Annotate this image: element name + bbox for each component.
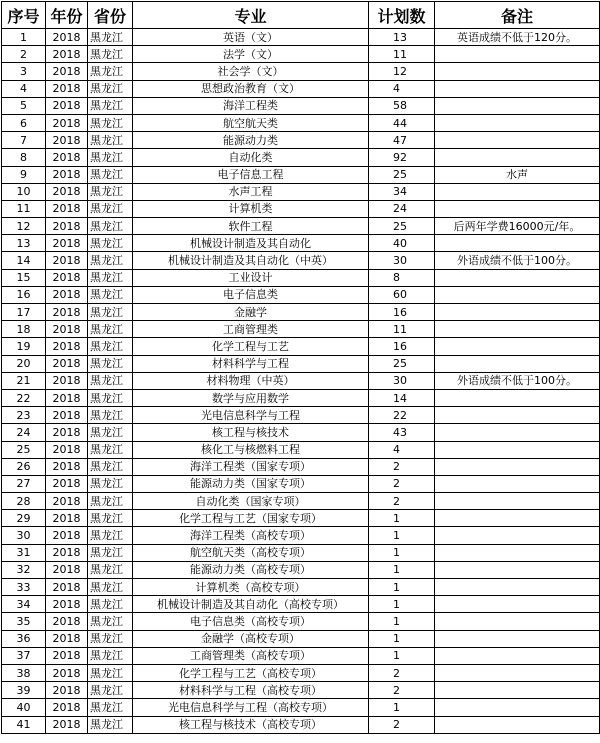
cell-remark [435,97,600,114]
cell-plan: 43 [369,424,435,441]
cell-year: 2018 [46,63,88,80]
cell-no: 40 [2,699,46,716]
cell-plan: 25 [369,166,435,183]
cell-remark: 英语成绩不低于120分。 [435,29,600,46]
cell-province: 黑龙江 [88,269,133,286]
cell-no: 9 [2,166,46,183]
cell-plan: 2 [369,458,435,475]
cell-plan: 14 [369,389,435,406]
cell-province: 黑龙江 [88,441,133,458]
table-row [2,407,600,424]
cell-major: 工业设计 [133,269,369,286]
table-row [2,389,600,406]
cell-no: 19 [2,338,46,355]
cell-remark [435,475,600,492]
cell-year: 2018 [46,664,88,681]
cell-year: 2018 [46,441,88,458]
cell-plan: 30 [369,252,435,269]
cell-year: 2018 [46,493,88,510]
cell-province: 黑龙江 [88,475,133,492]
table-row [2,664,600,681]
table-row [2,510,600,527]
cell-no: 22 [2,389,46,406]
cell-remark [435,46,600,63]
cell-year: 2018 [46,699,88,716]
cell-remark [435,389,600,406]
cell-plan: 2 [369,475,435,492]
cell-major: 能源动力类（高校专项） [133,561,369,578]
cell-major: 数学与应用数学 [133,389,369,406]
cell-year: 2018 [46,596,88,613]
header-no: 序号 [2,2,46,29]
cell-major: 工商管理类 [133,321,369,338]
cell-no: 12 [2,218,46,235]
cell-remark [435,493,600,510]
cell-remark: 后两年学费16000元/年。 [435,218,600,235]
cell-plan: 4 [369,80,435,97]
header-province: 省份 [88,2,133,29]
cell-year: 2018 [46,544,88,561]
cell-plan: 1 [369,613,435,630]
cell-plan: 30 [369,372,435,389]
cell-year: 2018 [46,716,88,733]
cell-no: 10 [2,183,46,200]
cell-no: 21 [2,372,46,389]
cell-plan: 24 [369,200,435,217]
cell-province: 黑龙江 [88,183,133,200]
cell-no: 2 [2,46,46,63]
cell-plan: 34 [369,183,435,200]
cell-no: 29 [2,510,46,527]
table-row [2,63,600,80]
cell-year: 2018 [46,200,88,217]
cell-major: 思想政治教育（文） [133,80,369,97]
table-row [2,527,600,544]
cell-plan: 44 [369,114,435,131]
cell-remark [435,510,600,527]
cell-no: 8 [2,149,46,166]
cell-province: 黑龙江 [88,493,133,510]
cell-plan: 1 [369,596,435,613]
cell-year: 2018 [46,235,88,252]
cell-major: 自动化类（国家专项） [133,493,369,510]
cell-province: 黑龙江 [88,29,133,46]
table-row [2,579,600,596]
table-row [2,544,600,561]
cell-remark [435,441,600,458]
cell-plan: 25 [369,355,435,372]
cell-province: 黑龙江 [88,682,133,699]
cell-no: 23 [2,407,46,424]
table-row [2,114,600,131]
cell-remark [435,304,600,321]
cell-no: 34 [2,596,46,613]
cell-province: 黑龙江 [88,149,133,166]
cell-major: 金融学 [133,304,369,321]
cell-major: 自动化类 [133,149,369,166]
cell-remark: 外语成绩不低于100分。 [435,372,600,389]
cell-major: 光电信息科学与工程（高校专项） [133,699,369,716]
cell-year: 2018 [46,372,88,389]
cell-no: 36 [2,630,46,647]
cell-remark [435,716,600,733]
cell-remark [435,544,600,561]
cell-remark [435,183,600,200]
cell-plan: 40 [369,235,435,252]
cell-plan: 25 [369,218,435,235]
table-row [2,252,600,269]
cell-plan: 11 [369,321,435,338]
cell-province: 黑龙江 [88,321,133,338]
enrollment-plan-table [1,1,600,734]
cell-year: 2018 [46,613,88,630]
table-row [2,235,600,252]
cell-year: 2018 [46,682,88,699]
cell-plan: 60 [369,286,435,303]
cell-year: 2018 [46,269,88,286]
cell-province: 黑龙江 [88,304,133,321]
cell-no: 5 [2,97,46,114]
cell-year: 2018 [46,475,88,492]
header-row [2,2,600,29]
cell-plan: 58 [369,97,435,114]
table-row [2,647,600,664]
cell-major: 电子信息类 [133,286,369,303]
table-row [2,596,600,613]
cell-province: 黑龙江 [88,647,133,664]
table-row [2,29,600,46]
cell-year: 2018 [46,218,88,235]
cell-province: 黑龙江 [88,252,133,269]
cell-year: 2018 [46,424,88,441]
cell-no: 30 [2,527,46,544]
cell-province: 黑龙江 [88,372,133,389]
table-row [2,475,600,492]
cell-remark [435,235,600,252]
cell-no: 17 [2,304,46,321]
header-year: 年份 [46,2,88,29]
cell-plan: 92 [369,149,435,166]
cell-year: 2018 [46,252,88,269]
cell-no: 26 [2,458,46,475]
cell-major: 机械设计制造及其自动化（高校专项） [133,596,369,613]
cell-province: 黑龙江 [88,510,133,527]
cell-remark [435,338,600,355]
cell-year: 2018 [46,338,88,355]
table-row [2,149,600,166]
cell-remark [435,80,600,97]
cell-major: 工商管理类（高校专项） [133,647,369,664]
table-row [2,716,600,733]
cell-remark [435,458,600,475]
table-row [2,166,600,183]
cell-year: 2018 [46,132,88,149]
cell-plan: 4 [369,441,435,458]
cell-remark [435,630,600,647]
cell-province: 黑龙江 [88,561,133,578]
table-row [2,424,600,441]
cell-year: 2018 [46,579,88,596]
cell-no: 32 [2,561,46,578]
cell-year: 2018 [46,46,88,63]
cell-no: 25 [2,441,46,458]
cell-year: 2018 [46,647,88,664]
cell-plan: 2 [369,493,435,510]
cell-plan: 1 [369,527,435,544]
cell-major: 材料科学与工程 [133,355,369,372]
cell-remark [435,321,600,338]
table-row [2,372,600,389]
cell-year: 2018 [46,527,88,544]
cell-province: 黑龙江 [88,97,133,114]
cell-major: 化学工程与工艺 [133,338,369,355]
cell-major: 核化工与核燃料工程 [133,441,369,458]
cell-year: 2018 [46,458,88,475]
cell-plan: 1 [369,647,435,664]
cell-plan: 22 [369,407,435,424]
cell-no: 37 [2,647,46,664]
table-row [2,682,600,699]
cell-year: 2018 [46,80,88,97]
cell-province: 黑龙江 [88,132,133,149]
table-row [2,269,600,286]
table-row [2,458,600,475]
cell-no: 7 [2,132,46,149]
cell-province: 黑龙江 [88,63,133,80]
cell-no: 6 [2,114,46,131]
cell-remark [435,682,600,699]
cell-province: 黑龙江 [88,699,133,716]
table-row [2,338,600,355]
cell-major: 航空航天类（高校专项） [133,544,369,561]
cell-remark [435,355,600,372]
cell-no: 15 [2,269,46,286]
cell-no: 27 [2,475,46,492]
cell-no: 13 [2,235,46,252]
cell-province: 黑龙江 [88,389,133,406]
cell-remark [435,407,600,424]
cell-year: 2018 [46,630,88,647]
cell-plan: 1 [369,579,435,596]
cell-major: 海洋工程类（国家专项） [133,458,369,475]
cell-no: 18 [2,321,46,338]
cell-remark [435,647,600,664]
table-row [2,493,600,510]
cell-major: 海洋工程类 [133,97,369,114]
cell-major: 法学（文） [133,46,369,63]
cell-plan: 47 [369,132,435,149]
cell-province: 黑龙江 [88,200,133,217]
cell-no: 28 [2,493,46,510]
cell-major: 海洋工程类（高校专项） [133,527,369,544]
cell-year: 2018 [46,389,88,406]
cell-major: 航空航天类 [133,114,369,131]
cell-no: 41 [2,716,46,733]
table-row [2,699,600,716]
cell-major: 电子信息工程 [133,166,369,183]
cell-year: 2018 [46,321,88,338]
table-row [2,441,600,458]
table-row [2,97,600,114]
cell-province: 黑龙江 [88,716,133,733]
header-plan: 计划数 [369,2,435,29]
cell-remark [435,613,600,630]
cell-province: 黑龙江 [88,458,133,475]
cell-remark [435,699,600,716]
cell-province: 黑龙江 [88,166,133,183]
cell-province: 黑龙江 [88,338,133,355]
cell-major: 核工程与核技术 [133,424,369,441]
cell-remark [435,63,600,80]
cell-year: 2018 [46,114,88,131]
cell-major: 社会学（文） [133,63,369,80]
cell-remark [435,149,600,166]
cell-major: 计算机类 [133,200,369,217]
table-row [2,183,600,200]
cell-remark [435,114,600,131]
cell-remark [435,527,600,544]
cell-major: 英语（文） [133,29,369,46]
cell-province: 黑龙江 [88,579,133,596]
cell-no: 4 [2,80,46,97]
cell-year: 2018 [46,183,88,200]
table-row [2,630,600,647]
cell-no: 1 [2,29,46,46]
cell-major: 计算机类（高校专项） [133,579,369,596]
cell-plan: 1 [369,630,435,647]
table-row [2,304,600,321]
cell-province: 黑龙江 [88,218,133,235]
cell-plan: 2 [369,664,435,681]
cell-year: 2018 [46,166,88,183]
cell-year: 2018 [46,286,88,303]
cell-year: 2018 [46,29,88,46]
cell-no: 3 [2,63,46,80]
cell-no: 11 [2,200,46,217]
cell-province: 黑龙江 [88,355,133,372]
cell-no: 14 [2,252,46,269]
cell-major: 金融学（高校专项） [133,630,369,647]
cell-major: 电子信息类（高校专项） [133,613,369,630]
cell-year: 2018 [46,97,88,114]
cell-plan: 1 [369,510,435,527]
cell-major: 化学工程与工艺（国家专项） [133,510,369,527]
table-row [2,46,600,63]
cell-major: 能源动力类 [133,132,369,149]
table-row [2,321,600,338]
cell-no: 20 [2,355,46,372]
table-row [2,80,600,97]
cell-year: 2018 [46,510,88,527]
cell-no: 39 [2,682,46,699]
cell-major: 水声工程 [133,183,369,200]
table-row [2,132,600,149]
cell-remark [435,579,600,596]
cell-major: 机械设计制造及其自动化（中英） [133,252,369,269]
table-body [2,29,600,734]
cell-major: 光电信息科学与工程 [133,407,369,424]
cell-plan: 2 [369,682,435,699]
table-row [2,613,600,630]
cell-no: 16 [2,286,46,303]
cell-province: 黑龙江 [88,235,133,252]
cell-province: 黑龙江 [88,664,133,681]
cell-no: 38 [2,664,46,681]
header-major: 专业 [133,2,369,29]
table-row [2,200,600,217]
cell-major: 能源动力类（国家专项） [133,475,369,492]
header-remark: 备注 [435,2,600,29]
cell-major: 核工程与核技术（高校专项） [133,716,369,733]
cell-plan: 8 [369,269,435,286]
table-header [2,2,600,29]
cell-major: 软件工程 [133,218,369,235]
cell-province: 黑龙江 [88,80,133,97]
cell-plan: 1 [369,561,435,578]
cell-plan: 16 [369,338,435,355]
cell-plan: 16 [369,304,435,321]
cell-remark [435,200,600,217]
cell-plan: 12 [369,63,435,80]
cell-plan: 1 [369,699,435,716]
cell-year: 2018 [46,304,88,321]
table-row [2,561,600,578]
cell-major: 材料物理（中英） [133,372,369,389]
cell-plan: 1 [369,544,435,561]
cell-plan: 11 [369,46,435,63]
cell-year: 2018 [46,149,88,166]
cell-remark: 水声 [435,166,600,183]
cell-province: 黑龙江 [88,424,133,441]
cell-plan: 2 [369,716,435,733]
cell-major: 机械设计制造及其自动化 [133,235,369,252]
cell-province: 黑龙江 [88,630,133,647]
cell-remark [435,132,600,149]
cell-province: 黑龙江 [88,544,133,561]
cell-major: 化学工程与工艺（高校专项） [133,664,369,681]
cell-year: 2018 [46,407,88,424]
cell-year: 2018 [46,355,88,372]
cell-remark [435,286,600,303]
cell-province: 黑龙江 [88,527,133,544]
table-row [2,355,600,372]
cell-province: 黑龙江 [88,613,133,630]
cell-remark [435,424,600,441]
cell-province: 黑龙江 [88,114,133,131]
cell-no: 33 [2,579,46,596]
cell-remark [435,269,600,286]
cell-remark: 外语成绩不低于100分。 [435,252,600,269]
cell-major: 材料科学与工程（高校专项） [133,682,369,699]
cell-province: 黑龙江 [88,407,133,424]
cell-no: 31 [2,544,46,561]
cell-province: 黑龙江 [88,596,133,613]
cell-province: 黑龙江 [88,286,133,303]
table-row [2,286,600,303]
cell-year: 2018 [46,561,88,578]
cell-plan: 13 [369,29,435,46]
cell-province: 黑龙江 [88,46,133,63]
cell-remark [435,561,600,578]
table-row [2,218,600,235]
cell-remark [435,596,600,613]
cell-no: 35 [2,613,46,630]
cell-remark [435,664,600,681]
cell-no: 24 [2,424,46,441]
